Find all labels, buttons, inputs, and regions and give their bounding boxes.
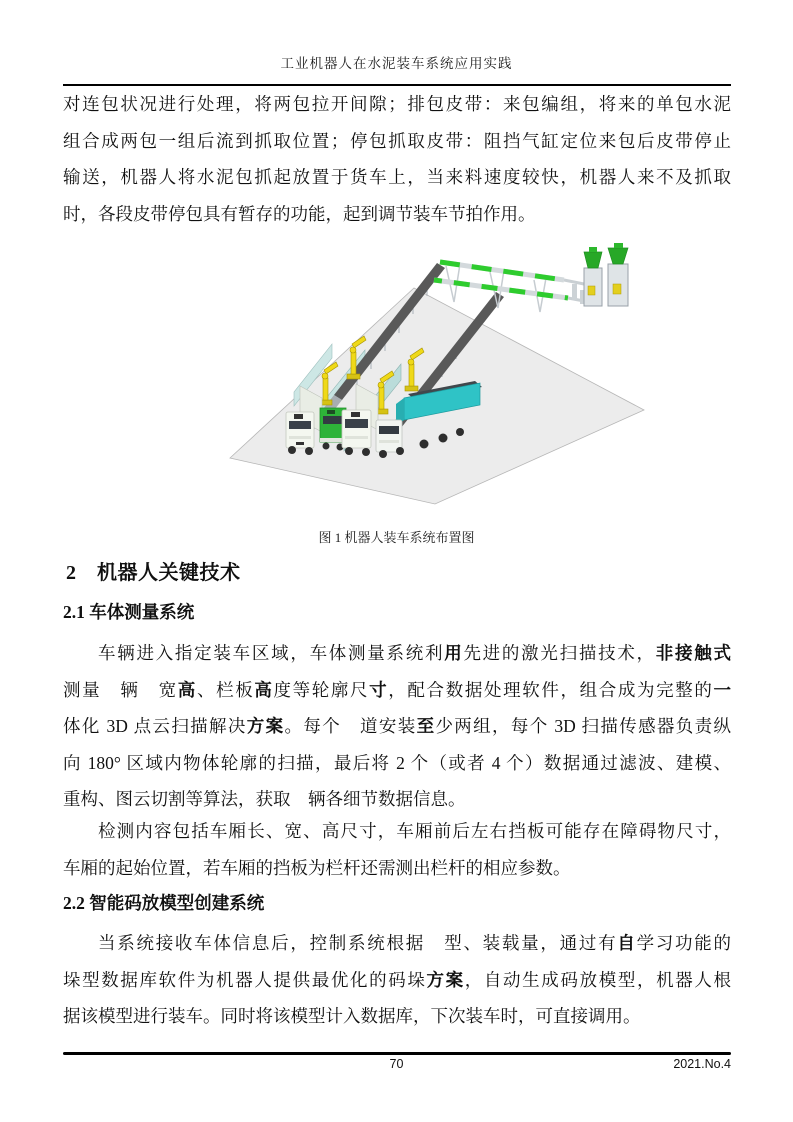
intro-paragraph [63,86,731,232]
text-line: 输送，机器人将水泥包抓起放置于货车上，当来料速度较快，机器人来不及抓取 [63,167,731,187]
body-paragraph-measurement [63,635,731,818]
elevated-conveyor [434,262,600,312]
text-line: 测量 辆 宽高、栏板高度等轮廓尺寸，配合数据处理软件，组合成为完整的一 [63,679,731,700]
body-paragraph-detection [63,813,731,886]
section-heading-2: 2 机器人关键技术 [66,562,241,584]
text-line: 车厢的起始位置，若车厢的挡板为栏杆还需测出栏杆的相应参数。 [63,857,571,878]
text-line: 据该模型进行装车。同时将该模型计入数据库，下次装车时，可直接调用。 [63,1006,641,1026]
packer-machines [584,243,628,306]
text-line: 向 180° 区域内物体轮廓的扫描，最后将 2 个（或者 4 个）数据通过滤波、建模、 [63,752,731,773]
page-number: 70 [389,1057,404,1071]
subsection-heading-2-1: 2.1 车体测量系统 [63,602,195,622]
figure-caption: 图 1 机器人装车系统布置图 [318,530,475,545]
issue-label: 2021.No.4 [673,1057,731,1071]
text-line: 重构、图云切割等算法，获取 辆各细节数据信息。 [63,789,466,809]
footer-rule [63,1052,731,1055]
text-line: 垛型数据库软件为机器人提供最优化的码垛方案，自动生成码放模型，机器人根 [63,969,731,990]
body-paragraph-stacking-model [63,925,731,1035]
text-line: 体化 3D 点云扫描解决方案。每个 道安装至少两组，每个 3D 扫描传感器负责纵 [63,716,731,736]
text-line: 组合成两包一组后流到抓取位置；停包抓取皮带：阻挡气缸定位来包后皮带停止 [63,130,731,151]
subsection-heading-2-2: 2.2 智能码放模型创建系统 [63,893,265,913]
running-header-title: 工业机器人在水泥装车系统应用实践 [280,56,513,71]
text-line: 对连包状况进行处理，将两包拉开间隙；排包皮带：来包编组，将来的单包水泥 [63,94,731,114]
text-line: 当系统接收车体信息后，控制系统根据 型、装载量，通过有自学习功能的 [98,933,731,953]
figure-illustration [228,240,648,518]
figure-1 [228,240,648,518]
text-line: 检测内容包括车厢长、宽、高尺寸，车厢前后左右挡板可能存在障碍物尺寸， [98,821,731,841]
text-line: 车辆进入指定装车区域，车体测量系统利用先进的激光扫描技术，非接触式 [98,643,731,663]
text-line: 时，各段皮带停包具有暂存的功能，起到调节装车节拍作用。 [63,203,536,224]
